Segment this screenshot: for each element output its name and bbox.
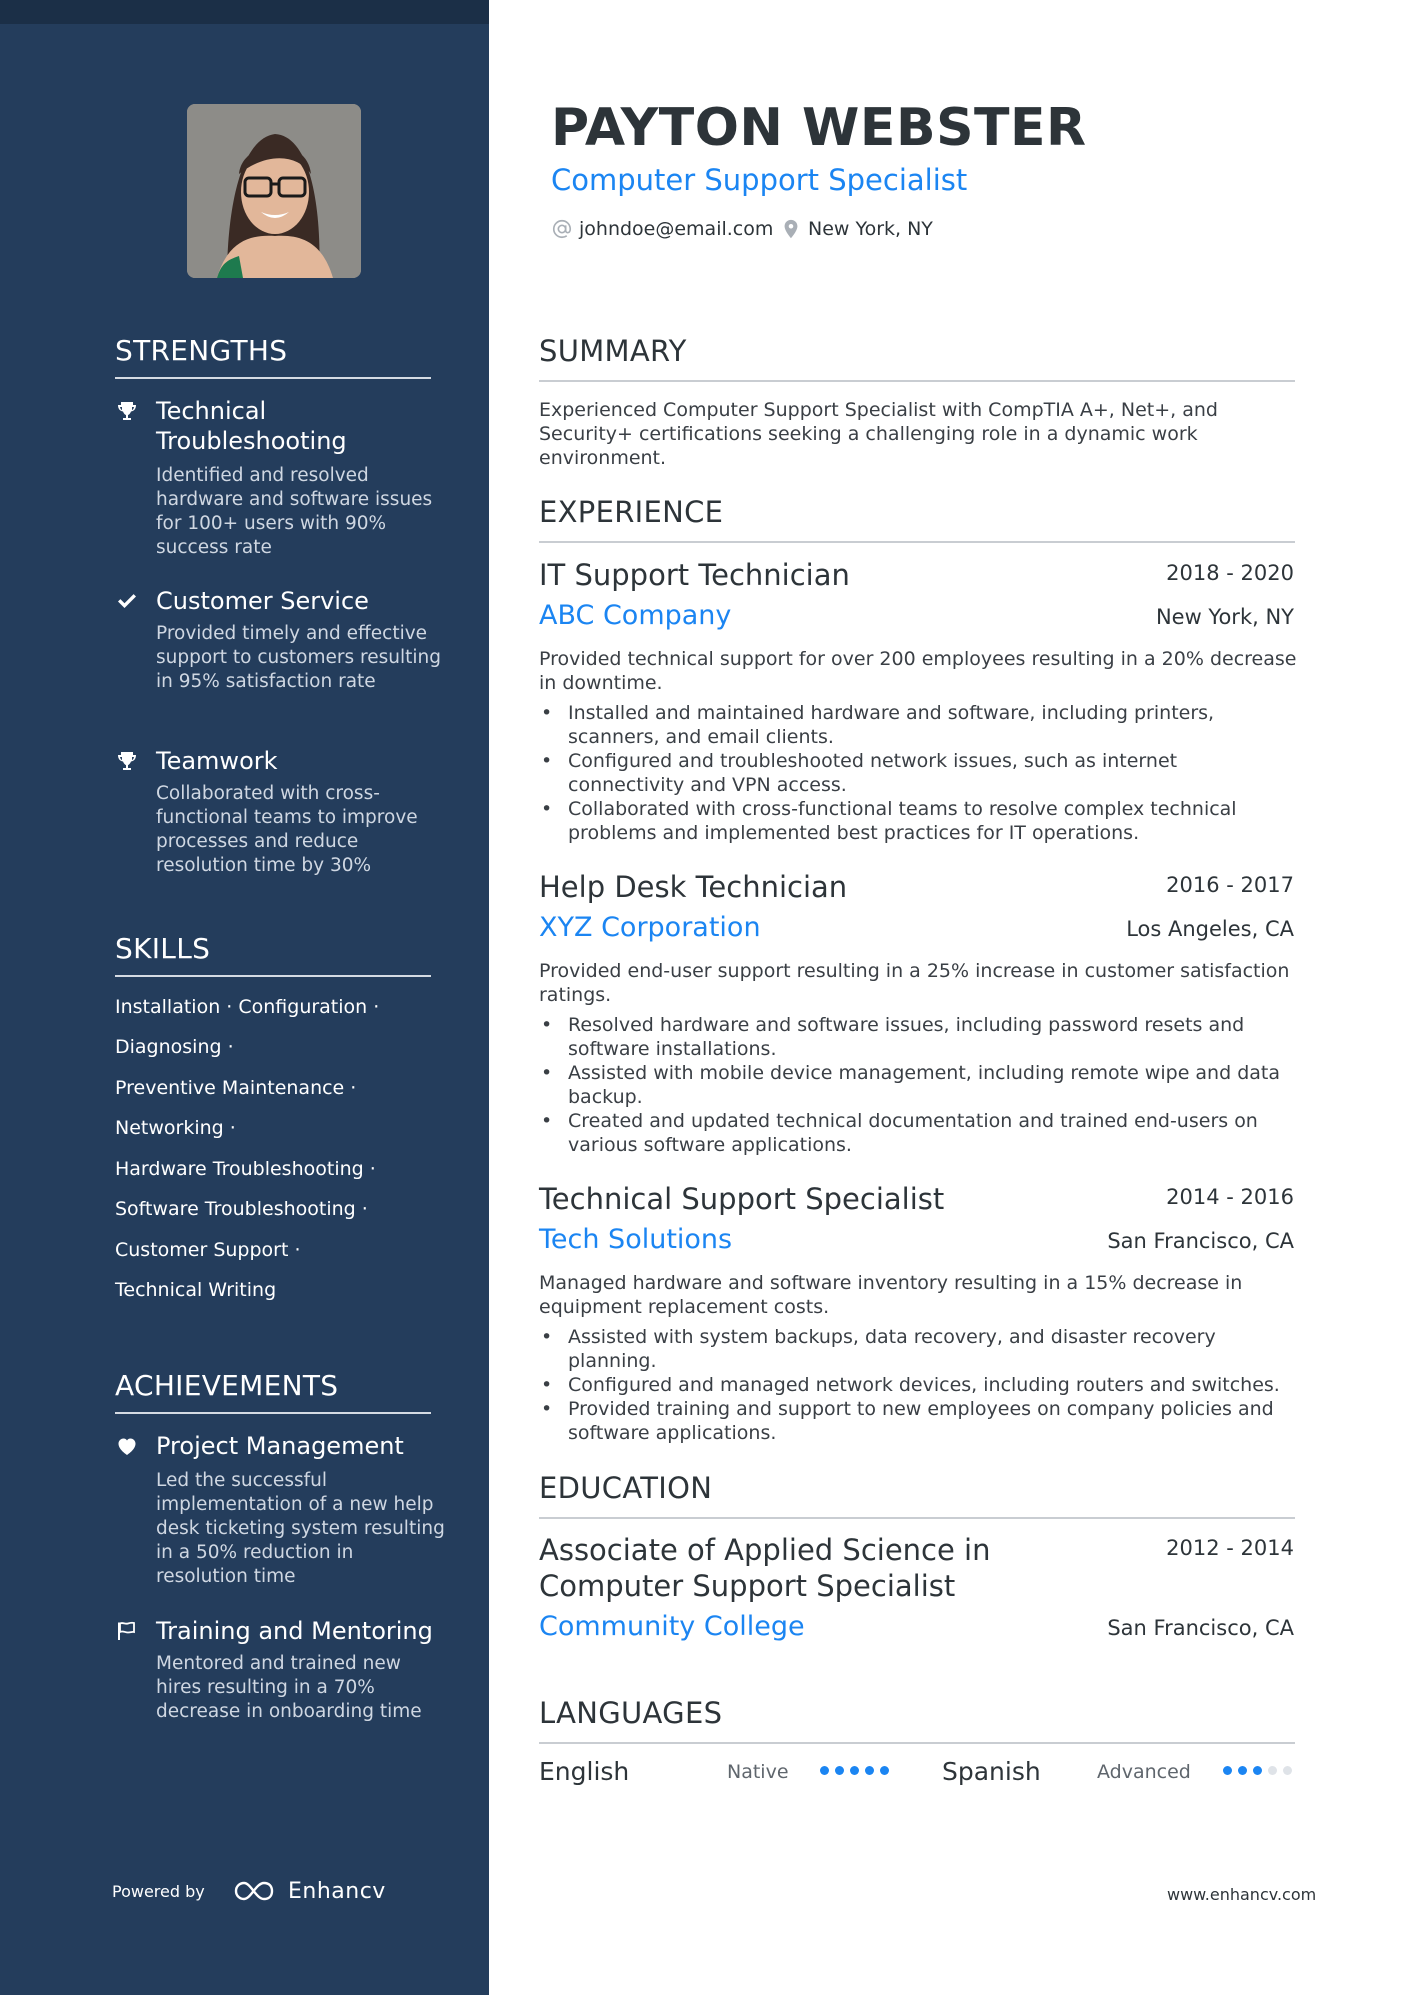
powered-by-label: Powered by — [112, 1882, 205, 1901]
education-divider — [539, 1517, 1295, 1519]
skills-list — [115, 996, 431, 1316]
achievement-description: Led the successful implementation of a new help desk ticketing system resulting in a 50% reduction in resolution time — [156, 1470, 445, 1587]
rating-dot-filled — [880, 1766, 889, 1775]
candidate-job-title: Computer Support Specialist — [551, 163, 968, 197]
job-role: IT Support Technician — [539, 558, 850, 592]
summary-divider — [539, 380, 1295, 382]
job-summary: Managed hardware and software inventory resulting in a 15% decrease in equipment replacement costs. — [539, 1272, 1243, 1318]
strength-description: Provided timely and effective support to customers resulting in 95% satisfaction rate — [156, 623, 441, 692]
skills-heading: SKILLS — [115, 932, 211, 965]
strengths-divider — [115, 377, 431, 379]
rating-dot-filled — [1253, 1766, 1262, 1775]
job-bullet-list — [539, 701, 1299, 845]
location-pin-icon — [780, 218, 802, 240]
rating-dot-empty — [1268, 1766, 1277, 1775]
job-dates: 2014 - 2016 — [1166, 1185, 1294, 1209]
at-icon — [551, 218, 573, 240]
school-name: Community College — [539, 1611, 805, 1642]
trophy-icon — [115, 749, 139, 773]
job-company: ABC Company — [539, 600, 732, 631]
website-link[interactable]: www.enhancv.com — [1167, 1885, 1317, 1904]
rating-dot-filled — [1238, 1766, 1247, 1775]
rating-dot-filled — [835, 1766, 844, 1775]
check-icon — [115, 589, 139, 613]
job-dates: 2018 - 2020 — [1166, 561, 1294, 585]
languages-heading: LANGUAGES — [539, 1696, 723, 1730]
education-dates: 2012 - 2014 — [1166, 1536, 1294, 1560]
rating-dot-filled — [850, 1766, 859, 1775]
job-location: Los Angeles, CA — [1126, 917, 1294, 941]
job-bullet-list — [539, 1325, 1299, 1445]
job-company: XYZ Corporation — [539, 912, 761, 943]
job-bullet: • Installed and maintained hardware and software, including printers, scanners, and email clients. — [539, 701, 1299, 749]
rating-dot-filled — [1223, 1766, 1232, 1775]
trophy-icon — [115, 399, 139, 423]
job-bullet: • Configured and managed network devices, including routers and switches. — [539, 1373, 1299, 1397]
job-location: New York, NY — [1155, 605, 1294, 629]
strength-title: Customer Service — [156, 587, 369, 615]
rating-dot-filled — [820, 1766, 829, 1775]
strength-description: Collaborated with cross-functional teams to improve processes and reduce resolution time by 30% — [156, 783, 418, 876]
enhancv-brand-name: Enhancv — [288, 1878, 386, 1904]
skills-divider — [115, 975, 431, 977]
strengths-section — [115, 334, 431, 379]
strengths-heading: STRENGTHS — [115, 334, 288, 367]
job-bullet: • Resolved hardware and software issues, including password resets and software installations. — [539, 1013, 1299, 1061]
enhancv-logo-icon — [232, 1878, 280, 1904]
language-rating-dots — [820, 1766, 889, 1775]
language-level: Advanced — [1097, 1761, 1191, 1783]
enhancv-logo[interactable] — [232, 1878, 386, 1904]
skills-section — [115, 932, 431, 977]
experience-divider — [539, 541, 1295, 543]
job-bullet: • Configured and troubleshooted network issues, such as internet connectivity and VPN access. — [539, 749, 1299, 797]
job-bullet: • Assisted with system backups, data recovery, and disaster recovery planning. — [539, 1325, 1299, 1373]
skill-row: Diagnosing · — [115, 1036, 234, 1058]
summary-text: Experienced Computer Support Specialist with CompTIA A+, Net+, and Security+ certifications seeking a challenging role in a dynamic work environment. — [539, 399, 1218, 469]
experience-heading: EXPERIENCE — [539, 495, 724, 529]
job-summary: Provided technical support for over 200 employees resulting in a 20% decrease in downtime. — [539, 648, 1297, 694]
job-role: Technical Support Specialist — [539, 1182, 945, 1216]
email-text: johndoe@email.com — [579, 218, 774, 240]
job-role: Help Desk Technician — [539, 870, 848, 904]
summary-section — [539, 334, 1295, 382]
education-heading: EDUCATION — [539, 1471, 713, 1505]
experience-section — [539, 495, 1295, 543]
rating-dot-filled — [865, 1766, 874, 1775]
skill-row: Software Troubleshooting · — [115, 1198, 368, 1220]
job-company: Tech Solutions — [539, 1224, 733, 1255]
job-bullet: • Assisted with mobile device management, including remote wipe and data backup. — [539, 1061, 1299, 1109]
candidate-name: PAYTON WEBSTER — [551, 98, 1087, 158]
strength-title: Teamwork — [156, 747, 278, 775]
achievements-divider — [115, 1412, 431, 1414]
achievement-title: Project Management — [156, 1432, 404, 1460]
heart-icon — [115, 1434, 139, 1458]
job-bullet: • Provided training and support to new employees on company policies and software applications. — [539, 1397, 1299, 1445]
achievements-section — [115, 1369, 431, 1414]
location-text: New York, NY — [808, 218, 933, 240]
job-summary: Provided end-user support resulting in a 25% increase in customer satisfaction ratings. — [539, 960, 1290, 1006]
languages-section — [539, 1696, 1295, 1744]
achievement-title: Training and Mentoring — [156, 1617, 433, 1645]
language-rating-dots — [1223, 1766, 1292, 1775]
strength-title: Technical Troubleshooting — [156, 397, 347, 455]
strengths-list — [115, 396, 441, 916]
achievements-list — [115, 1431, 445, 1731]
job-bullet: • Created and updated technical documentation and trained end-users on various software applications. — [539, 1109, 1299, 1157]
degree-line-2: Computer Support Specialist — [539, 1569, 956, 1603]
job-dates: 2016 - 2017 — [1166, 873, 1294, 897]
skill-row: Technical Writing — [115, 1279, 277, 1301]
sidebar-top-bar — [0, 0, 489, 24]
profile-photo — [187, 104, 361, 278]
achievements-heading: ACHIEVEMENTS — [115, 1369, 339, 1402]
skill-row: Preventive Maintenance · — [115, 1077, 357, 1099]
strength-description: Identified and resolved hardware and software issues for 100+ users with 90% success rate — [156, 465, 433, 558]
job-location: San Francisco, CA — [1107, 1229, 1294, 1253]
language-level: Native — [727, 1761, 789, 1783]
sidebar — [0, 0, 489, 1995]
achievement-description: Mentored and trained new hires resulting in a 70% decrease in onboarding time — [156, 1653, 422, 1722]
school-location: San Francisco, CA — [1107, 1616, 1294, 1640]
skill-row: Installation · Configuration · — [115, 996, 380, 1018]
summary-heading: SUMMARY — [539, 334, 687, 368]
rating-dot-empty — [1283, 1766, 1292, 1775]
contact-location — [780, 218, 933, 240]
skill-row: Hardware Troubleshooting · — [115, 1158, 376, 1180]
degree-line-1: Associate of Applied Science in — [539, 1533, 991, 1567]
contact-email[interactable] — [551, 218, 773, 240]
language-name: English — [539, 1757, 630, 1786]
flag-icon — [115, 1619, 139, 1643]
skill-row: Customer Support · — [115, 1239, 301, 1261]
job-bullet: • Collaborated with cross-functional teams to resolve complex technical problems and implemented best practices for IT operations. — [539, 797, 1299, 845]
language-name: Spanish — [942, 1757, 1041, 1786]
languages-divider — [539, 1742, 1295, 1744]
education-section — [539, 1471, 1295, 1519]
skill-row: Networking · — [115, 1117, 236, 1139]
job-bullet-list — [539, 1013, 1299, 1157]
